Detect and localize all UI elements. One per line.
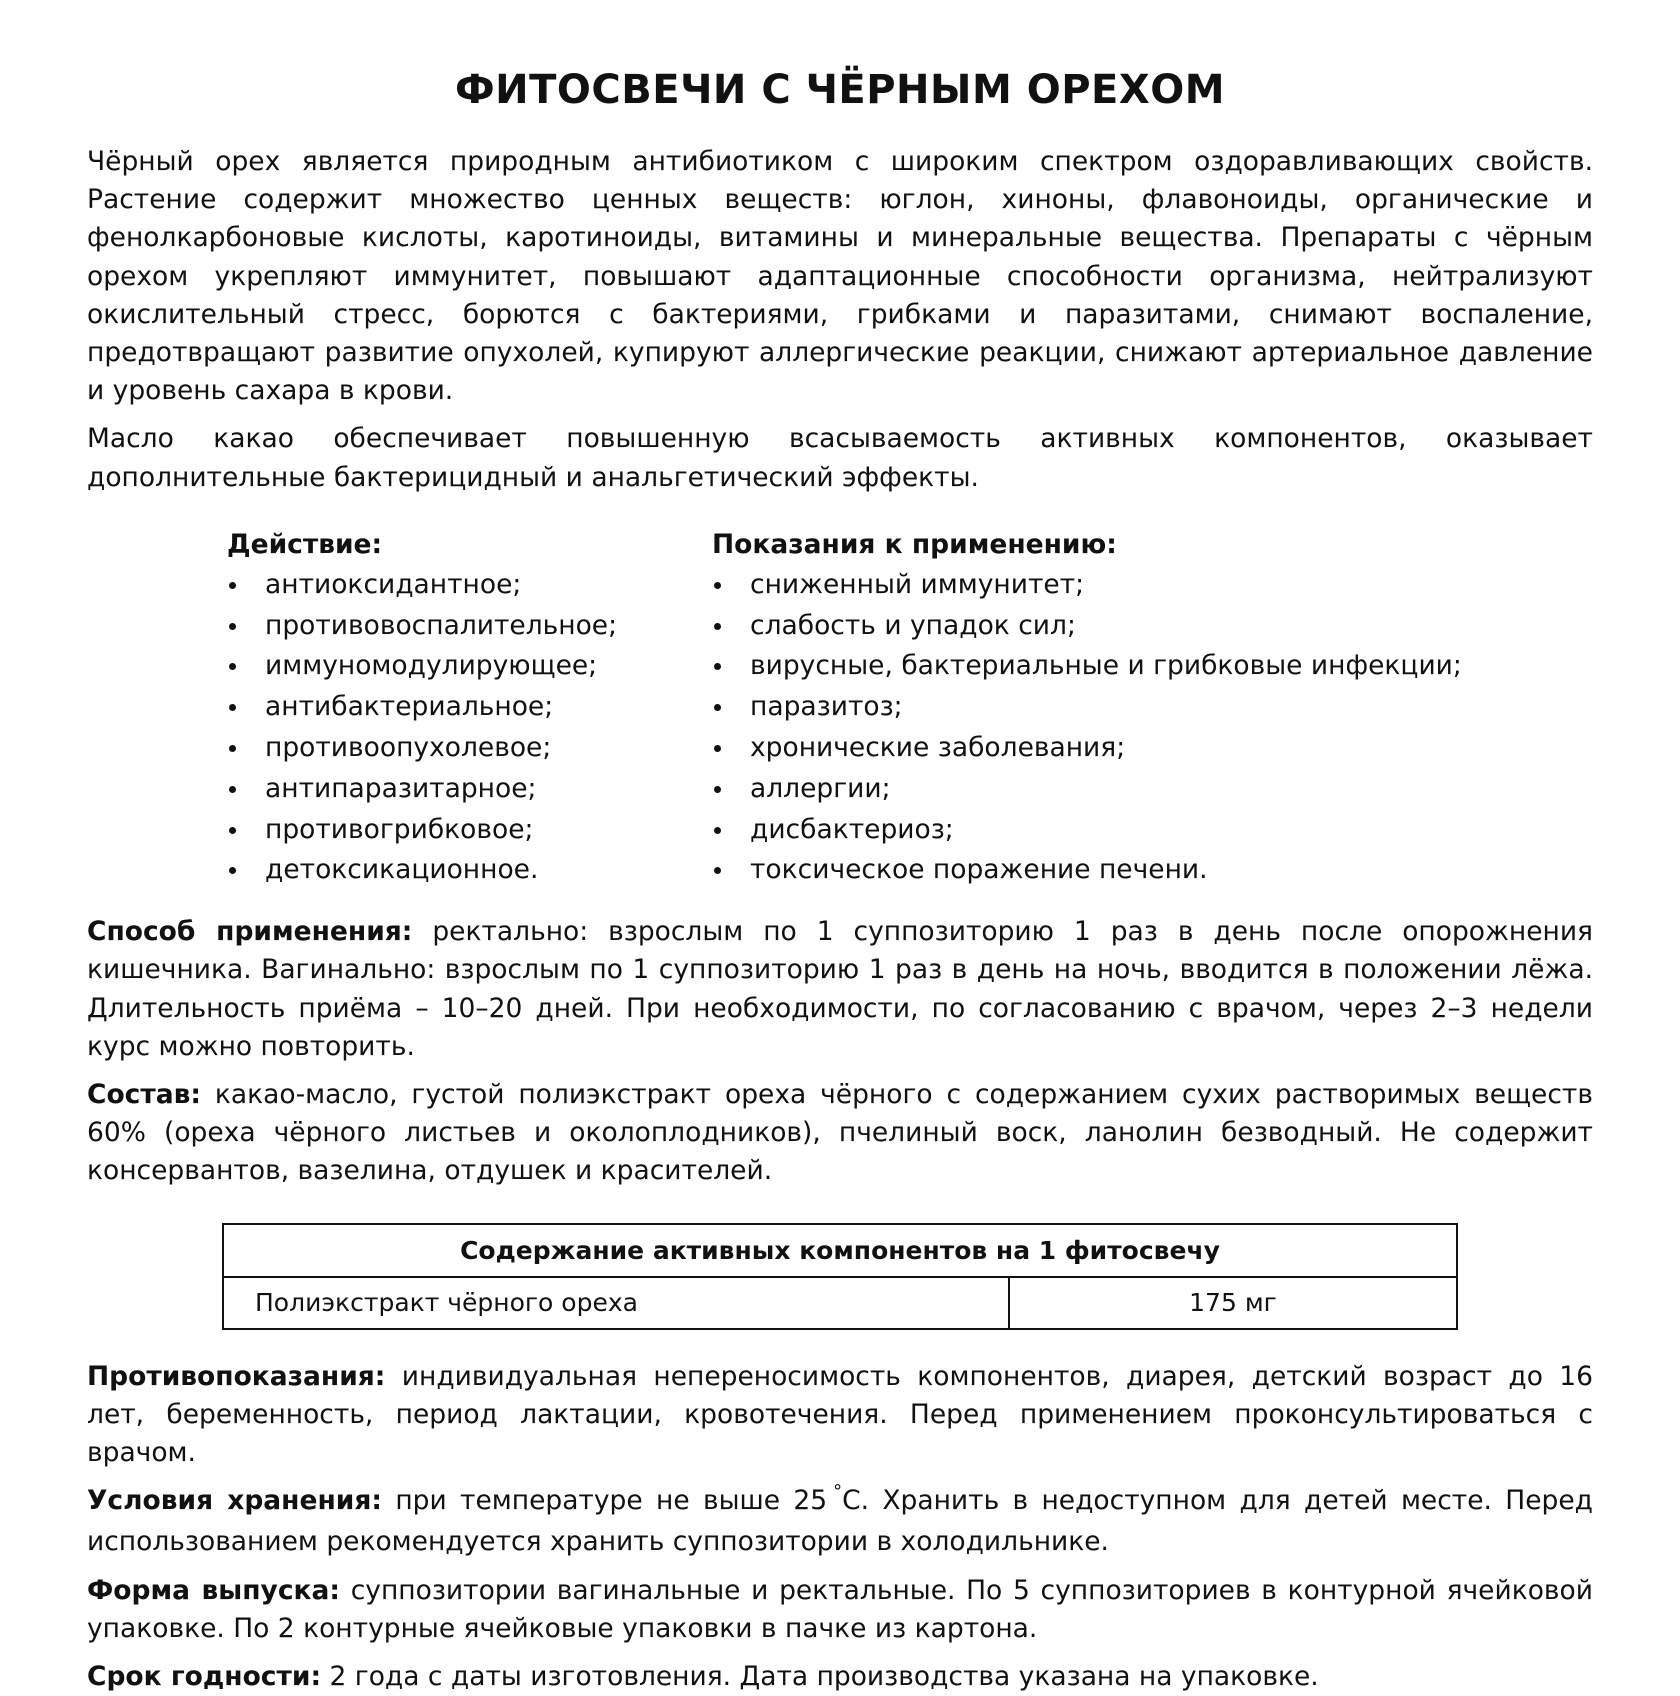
bullet-icon	[229, 623, 236, 630]
list-item	[227, 769, 712, 810]
list-item-text: слабость и упадок сил;	[750, 609, 1076, 641]
list-item	[227, 728, 712, 769]
list-item	[712, 646, 1512, 687]
list-item	[712, 810, 1512, 851]
list-item-text: противовоспалительное;	[265, 609, 618, 641]
release-form-text: суппозитории вагинальные и ректальные. По 5 суппозиториев в контурной ячейковой упаковке. По 2 контурные ячейковые упаковки в пачке из картона.	[87, 1574, 1593, 1644]
list-item-text: сниженный иммунитет;	[750, 568, 1085, 600]
table-row	[224, 1278, 1456, 1328]
bullet-icon	[714, 745, 721, 752]
contraindications-label: Противопоказания:	[87, 1360, 386, 1392]
bullet-icon	[229, 745, 236, 752]
composition-section	[87, 1076, 1593, 1191]
bullet-icon	[714, 704, 721, 711]
intro-paragraph-1: Чёрный орех является природным антибиотиком с широким спектром оздоравливающих свойств. Растение содержит множество ценных веществ: юглон, хиноны, флавоноиды, органические и фенолкарбоновые кислоты, каротиноиды, витамины и минеральные вещества. Препараты с чёрным орехом укрепляют иммунитет, повышают адаптационные способности организма, нейтрализуют окислительный стресс, борются с бактериями, грибками и паразитами, снимают воспаление, предотвращают развитие опухолей, купируют аллергические реакции, снижают артериальное давление и уровень сахара в крови.	[87, 146, 1593, 407]
indications-column	[712, 525, 1512, 891]
action-heading: Действие:	[227, 528, 383, 560]
list-item-text: противоопухолевое;	[265, 732, 552, 764]
table-cell-name: Полиэкстракт чёрного ореха	[224, 1278, 1010, 1328]
storage-text-before: при температуре не выше 25	[395, 1485, 828, 1517]
list-item	[227, 606, 712, 647]
list-item	[712, 565, 1512, 606]
list-item	[227, 646, 712, 687]
list-item-text: антипаразитарное;	[265, 772, 537, 804]
list-item-text: паразитоз;	[750, 691, 903, 723]
table-cell-value: 175 мг	[1189, 1287, 1277, 1317]
bullet-icon	[714, 582, 721, 589]
bullet-icon	[714, 786, 721, 793]
document-title: ФИТОСВЕЧИ С ЧЁРНЫМ ОРЕХОМ	[454, 67, 1226, 113]
usage-section	[87, 913, 1593, 1066]
storage-text-after: С. Хранить в недоступном для детей месте. Перед использованием рекомендуется хранить суппозитории в холодильнике.	[87, 1485, 1593, 1558]
usage-text: ректально: взрослым по 1 суппозиторию 1 раз в день после опорожнения кишечника. Вагинально: взрослым по 1 суппозиторию 1 раз в день на ночь, вводится в положении лёжа. Длительность приёма – 10–20 дней. При необходимости, по согласованию с врачом, через 2–3 недели курс можно повторить.	[87, 916, 1593, 1062]
usage-label: Способ применения:	[87, 916, 413, 948]
bullet-icon	[714, 623, 721, 630]
release-form-section	[87, 1572, 1593, 1648]
release-form-label: Форма выпуска:	[87, 1574, 340, 1606]
bullet-icon	[229, 663, 236, 670]
action-indications-columns	[87, 525, 1593, 891]
list-item	[712, 850, 1512, 891]
action-list	[227, 565, 712, 891]
list-item-text: детоксикационное.	[265, 854, 539, 886]
list-item	[227, 810, 712, 851]
contraindications-section	[87, 1358, 1593, 1473]
list-item-text: дисбактериоз;	[750, 813, 954, 845]
list-item-text: противогрибковое;	[265, 813, 534, 845]
shelf-life-text: 2 года с даты изготовления. Дата производства указана на упаковке.	[329, 1661, 1319, 1693]
intro-paragraph-2: Масло какао обеспечивает повышенную всасываемость активных компонентов, оказывает дополнительные бактерицидный и анальгетический эффекты.	[87, 423, 1593, 493]
bullet-icon	[229, 827, 236, 834]
bullet-icon	[714, 827, 721, 834]
storage-label: Условия хранения:	[87, 1485, 382, 1517]
list-item	[227, 687, 712, 728]
bullet-icon	[714, 663, 721, 670]
list-item	[712, 769, 1512, 810]
list-item-text: хронические заболевания;	[750, 732, 1126, 764]
bullet-icon	[229, 704, 236, 711]
list-item-text: иммуномодулирующее;	[265, 650, 598, 682]
bullet-icon	[714, 867, 721, 874]
list-item-text: антибактериальное;	[265, 691, 554, 723]
list-item	[712, 728, 1512, 769]
list-item	[227, 565, 712, 606]
shelf-life-label: Срок годности:	[87, 1661, 322, 1693]
degree-sign: °	[833, 1481, 843, 1503]
list-item-text: антиоксидантное;	[265, 568, 522, 600]
contraindications-text: индивидуальная непереносимость компонентов, диарея, детский возраст до 16 лет, беременность, период лактации, кровотечения. Перед применением проконсультироваться с врачом.	[87, 1360, 1593, 1469]
composition-label: Состав:	[87, 1079, 201, 1111]
storage-section	[87, 1482, 1593, 1561]
indications-heading: Показания к применению:	[712, 528, 1117, 560]
action-column	[227, 525, 712, 891]
list-item	[712, 687, 1512, 728]
list-item-text: токсическое поражение печени.	[750, 854, 1208, 886]
shelf-life-section	[87, 1658, 1593, 1696]
indications-list	[712, 565, 1512, 891]
active-components-table	[222, 1223, 1458, 1330]
table-header: Содержание активных компонентов на 1 фитосвечу	[224, 1225, 1456, 1278]
bullet-icon	[229, 786, 236, 793]
composition-text: какао-масло, густой полиэкстракт ореха чёрного с содержанием сухих растворимых веществ 60% (ореха чёрного листьев и околоплодников), пчелиный воск, ланолин безводный. Не содержит консервантов, вазелина, отдушек и красителей.	[87, 1079, 1593, 1187]
list-item-text: аллергии;	[750, 772, 891, 804]
list-item-text: вирусные, бактериальные и грибковые инфекции;	[750, 650, 1462, 682]
bullet-icon	[229, 867, 236, 874]
list-item	[712, 606, 1512, 647]
bullet-icon	[229, 582, 236, 589]
list-item	[227, 850, 712, 891]
